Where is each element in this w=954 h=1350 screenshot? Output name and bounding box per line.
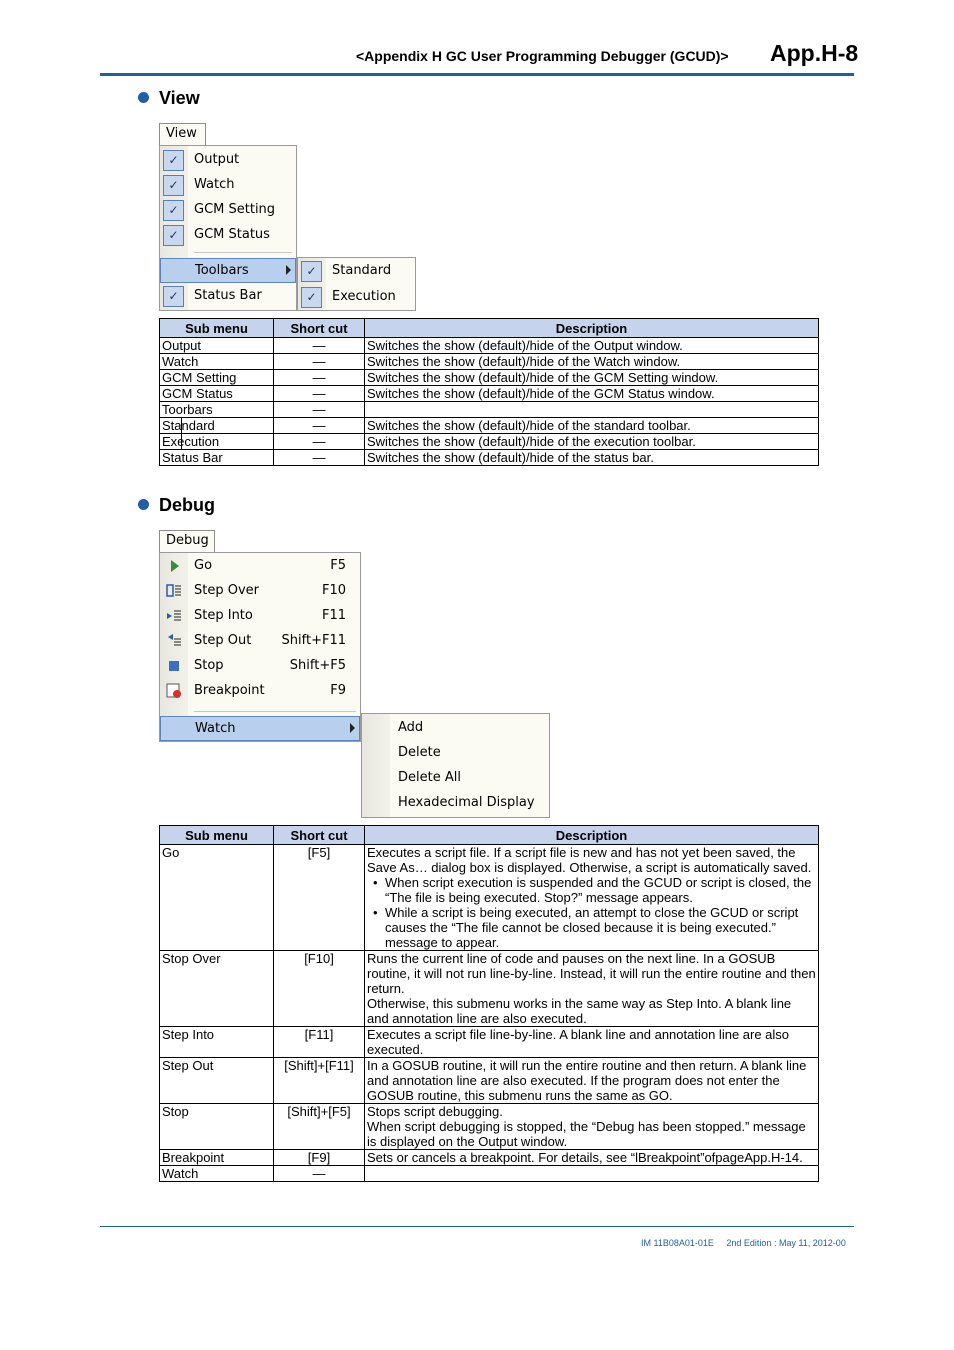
view-menu-dropdown — [159, 145, 297, 311]
check-icon: ✓ — [163, 225, 184, 246]
table-row: Execution — Switches the show (default)/hide of the execution toolbar. — [160, 434, 819, 450]
table-row: Status Bar — Switches the show (default)/hide of the status bar. — [160, 450, 819, 466]
breakpoint-icon — [166, 683, 182, 699]
footer — [641, 1238, 846, 1248]
doc-id: IM 11B08A01-01E — [641, 1238, 714, 1248]
watch-submenu-item-add[interactable]: Add — [398, 720, 424, 735]
footer-rule — [100, 1226, 854, 1227]
view-title-text: View — [159, 88, 200, 108]
submenu-arrow-icon — [350, 723, 355, 733]
debug-menu-item-step-out[interactable]: Step Out Shift+F11 — [160, 629, 360, 654]
step-over-icon — [166, 583, 182, 599]
table-header-row: Sub menu Short cut Description — [160, 319, 819, 338]
view-menu-item-gcm-status[interactable]: ✓ GCM Status — [160, 223, 296, 248]
toolbars-submenu — [297, 257, 416, 311]
view-menu-item-status-bar[interactable]: ✓ Status Bar — [160, 284, 296, 309]
toolbars-submenu-item-execution[interactable]: ✓ Execution — [298, 285, 415, 310]
debug-menu-item-watch[interactable]: Watch — [160, 716, 360, 741]
table-row: Watch — Switches the show (default)/hide of the Watch window. — [160, 354, 819, 370]
table-row: Watch — — [160, 1166, 819, 1182]
check-icon: ✓ — [163, 175, 184, 196]
watch-submenu — [361, 713, 550, 818]
table-row: GCM Status — Switches the show (default)/hide of the GCM Status window. — [160, 386, 819, 402]
submenu-arrow-icon — [286, 265, 291, 275]
check-icon: ✓ — [163, 150, 184, 171]
table-row: Breakpoint [F9] Sets or cancels a breakpoint. For details, see “lBreakpoint”ofpageApp.H-14. — [160, 1150, 819, 1166]
debug-menu-item-step-into[interactable]: Step Into F11 — [160, 604, 360, 629]
bullet-icon — [138, 92, 149, 103]
debug-menu-item-step-over[interactable]: Step Over F10 — [160, 579, 360, 604]
table-row: GCM Setting — Switches the show (default)/hide of the GCM Setting window. — [160, 370, 819, 386]
watch-submenu-item-delete[interactable]: Delete — [398, 745, 441, 760]
table-row: Standard — Switches the show (default)/hide of the standard toolbar. — [160, 418, 819, 434]
running-header: <Appendix H GC User Programming Debugger (GCUD)> — [356, 48, 729, 64]
view-menu-title[interactable]: View — [159, 123, 206, 146]
check-icon: ✓ — [301, 261, 322, 282]
play-icon — [166, 558, 182, 574]
watch-submenu-item-delete-all[interactable]: Delete All — [398, 770, 461, 785]
bullet-icon — [138, 499, 149, 510]
debug-section-title — [138, 495, 215, 516]
debug-title-text: Debug — [159, 495, 215, 515]
toolbars-submenu-item-standard[interactable]: ✓ Standard — [298, 259, 415, 284]
view-menu-item-output[interactable]: ✓ Output — [160, 148, 296, 173]
check-icon: ✓ — [301, 287, 322, 308]
table-row: Step Into [F11] Executes a script file line-by-line. A blank line and annotation line are also executed. — [160, 1027, 819, 1058]
debug-menu-dropdown — [159, 552, 361, 742]
debug-menu-item-breakpoint[interactable]: Breakpoint F9 — [160, 679, 360, 704]
check-icon: ✓ — [163, 286, 184, 307]
debug-table — [159, 825, 819, 1182]
view-menu-item-watch[interactable]: ✓ Watch — [160, 173, 296, 198]
table-row: Step Out [Shift]+[F11] In a GOSUB routine, it will run the entire routine and then return. A blank line and annotation line are also executed. If the program does not enter the GOSUB routine, this submenu runs the same as GO. — [160, 1058, 819, 1104]
page-number: App.H-8 — [770, 40, 859, 66]
view-section-title — [138, 88, 200, 109]
table-header-row: Sub menu Short cut Description — [160, 826, 819, 845]
view-menu-item-gcm-setting[interactable]: ✓ GCM Setting — [160, 198, 296, 223]
header-rule — [100, 73, 854, 76]
step-out-icon — [166, 633, 182, 649]
watch-submenu-item-hexadecimal-display[interactable]: Hexadecimal Display — [398, 795, 535, 810]
debug-menu-item-go[interactable]: Go F5 — [160, 554, 360, 579]
table-row: Output — Switches the show (default)/hide of the Output window. — [160, 338, 819, 354]
bullet-list: • When script execution is suspended and the GCUD or script is closed, the “The file is being executed. Stop?” message appears. • While a script is being executed, an attempt to close the GCUD or script causes the “The file cannot be closed because it is being executed.” message to appear. — [367, 875, 816, 950]
debug-menu-item-stop[interactable]: Stop Shift+F5 — [160, 654, 360, 679]
stop-icon — [166, 658, 182, 674]
table-row: Go [F5] Executes a script file. If a script file is new and has not yet been saved, the Save As… dialog box is displayed. Otherwise, a script is automatically saved. • When script execution is suspended and the GCUD or script is closed, the “The file is being executed. Stop?” message appears. • While a script is being executed, an attempt to close the GCUD or script causes the “The file cannot be closed because it is being executed.” message to appear. — [160, 845, 819, 951]
table-row: Stop Over [F10] Runs the current line of code and pauses on the next line. In a GOSUB routine, it will not run line-by-line. Instead, it will run the entire routine and then return. Otherwise, this submenu works in the same way as Step Into. A blank line and annotation line are also executed. — [160, 951, 819, 1027]
debug-menu-title[interactable]: Debug — [159, 530, 215, 553]
edition: 2nd Edition : May 11, 2012-00 — [726, 1238, 846, 1248]
step-into-icon — [166, 608, 182, 624]
check-icon: ✓ — [163, 200, 184, 221]
view-table — [159, 318, 819, 466]
menu-separator — [194, 252, 292, 253]
view-menu-item-toolbars[interactable]: Toolbars — [160, 258, 296, 283]
menu-separator — [194, 711, 356, 712]
table-row: Toorbars — — [160, 402, 819, 418]
table-row: Stop [Shift]+[F5] Stops script debugging. When script debugging is stopped, the “Debug has been stopped.” message is displayed on the Output window. — [160, 1104, 819, 1150]
